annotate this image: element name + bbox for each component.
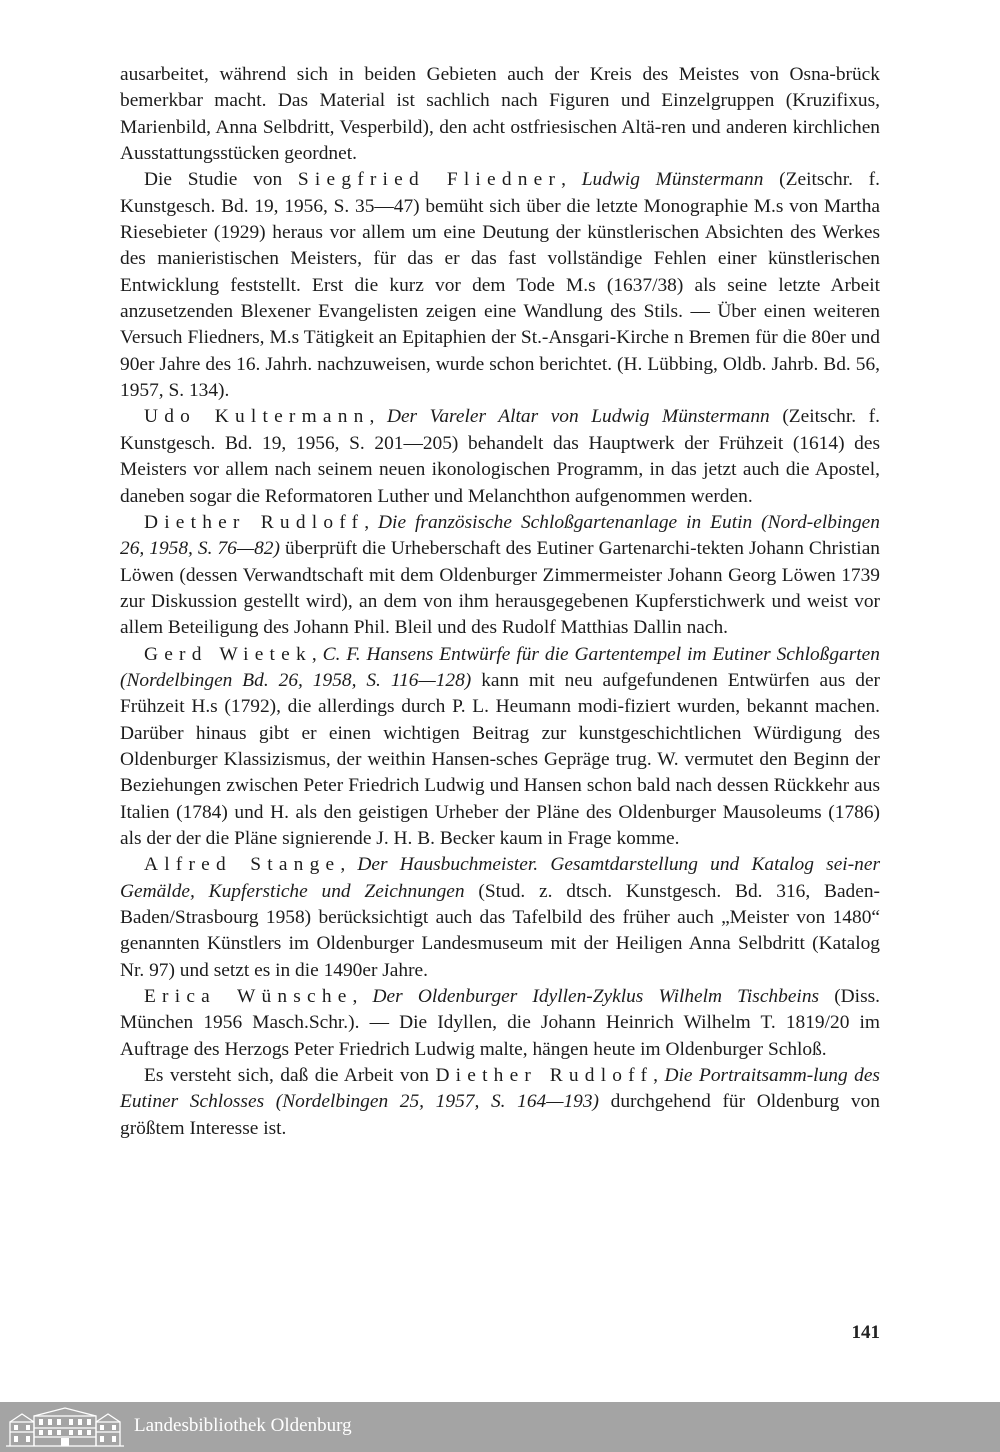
paragraph (120, 984, 880, 1063)
author-name: Erica Wünsche (144, 986, 353, 1008)
work-title: Die Portraitsamm-lung des Eutiner Schlosses (Nordelbingen 25, 1957, S. 164—193) (120, 1065, 880, 1113)
paragraph (120, 852, 880, 984)
work-title: Der Hausbuchmeister. Gesamtdarstellung und Katalog sei-ner Gemälde, Kupferstiche und Zeichnungen (120, 854, 881, 902)
author-name: Udo Kultermann (144, 406, 370, 428)
work-title: Die französische Schloßgartenanlage in Eutin (Nord-elbingen 26, 1958, S. 76—82) (120, 511, 880, 560)
paragraph-lead: Es versteht sich, daß die Arbeit von (144, 1065, 436, 1087)
author-name: Siegfried Fliedner (297, 169, 562, 191)
work-title: Ludwig Münstermann (581, 169, 764, 191)
author-name: Diether Rudloff (144, 511, 365, 533)
footer-label: Landesbibliothek Oldenburg (134, 1415, 352, 1436)
author-name: Diether Rudloff (435, 1065, 654, 1087)
paragraph (120, 510, 880, 642)
author-separator: , (653, 1065, 665, 1087)
author-separator: , (352, 986, 373, 1008)
work-title: C. F. Hansens Entwürfe für die Gartentempel im Eutiner Schloßgarten (Nordelbingen Bd. 26, 1958, S. 116—128) (120, 643, 880, 691)
author-separator: , (311, 643, 323, 665)
paragraph-text: (Zeitschr. f. Kunstgesch. Bd. 19, 1956, S. 35—47) bemüht sich über die letzte Monographie M.s von Martha Riesebieter (1929) heraus vor allem um eine Deutung der künstlerischen Absichten des Werkes des manieristischen Meisters, für das er das fast vollständige Fehlen einer künstlerischen Entwicklung feststellt. Erst die kurz vor dem Tode M.s (1637/38) als seine letzte Arbeit anzusetzenden Blexener Evangelisten zeigen eine Wandlung des Stils. — Über einen weiteren Versuch Fliedners, M.s Tätigkeit an Epitaphien der St.-Ansgari-Kirche n Bremen für die 80er und 90er Jahre des 16. Jahrh. nachzuweisen, wurde schon berichtet. (H. Lübbing, Oldb. Jahrb. Bd. 56, 1957, S. 134). (120, 169, 880, 402)
paragraph-text: kann mit neu aufgefundenen Entwürfen aus der Frühzeit H.s (1792), die allerdings durch P. L. Heumann modi-fiziert wurden, bekannt machen. Darüber hinaus gibt er einen wichtigen Beitrag zur kunstgeschichtlichen Würdigung des Oldenburger Klassizismus, der weithin Hansen-sches Gepräge trug. W. vermutet den Beginn der Beziehungen zwischen Peter Friedrich Ludwig und Hansen schon bald nach dessen Rückkehr aus Italien (1784) und H. als den geistigen Urheber der Pläne des Oldenburger Mausoleums (1786) als der der die Pläne signierende J. H. B. Becker kaum in Frage komme. (120, 669, 881, 849)
footer-bar (0, 1402, 1000, 1452)
paragraph-text: durchgehend für Oldenburg von größtem Interesse ist. (120, 1091, 881, 1139)
author-name: Gerd Wietek (144, 643, 312, 665)
author-separator: , (561, 169, 582, 191)
work-title: Der Oldenburger Idyllen-Zyklus Wilhelm Tischbeins (372, 986, 820, 1008)
library-building-icon (4, 1406, 126, 1448)
paragraph-lead: Die Studie von (144, 169, 298, 191)
author-separator: , (340, 854, 358, 876)
paragraph-text: (Zeitschr. f. Kunstgesch. Bd. 19, 1956, S. 201—205) behandelt das Hauptwerk der Frühzeit (1614) des Meisters vor allem nach seinem neuen ikonologischen Programm, in das jetzt auch die Apostel, daneben sogar die Reformatoren Luther und Melanchthon aufgenommen werden. (120, 406, 880, 507)
paragraph (120, 62, 880, 167)
paragraph (120, 1063, 880, 1142)
author-separator: , (369, 406, 387, 428)
page-body (120, 62, 880, 1142)
author-name: Alfred Stange (144, 854, 341, 876)
paragraph (120, 167, 880, 404)
work-title: Der Vareler Altar von Ludwig Münstermann (386, 406, 770, 428)
page-number: 141 (851, 1322, 880, 1343)
paragraph (120, 642, 880, 853)
author-separator: , (364, 511, 379, 533)
paragraph-text: (Stud. z. dtsch. Kunstgesch. Bd. 316, Baden-Baden/Strasbourg 1958) berücksichtigt auch das Tafelbild des früher auch „Meister von 1480“ genannten Künstlers im Oldenburger Landesmuseum mit der Heiligen Anna Selbdritt (Katalog Nr. 97) und setzt es in die 1490er Jahre. (120, 880, 881, 981)
paragraph-text: (Diss. München 1956 Masch.Schr.). — Die Idyllen, die Johann Heinrich Wilhelm T. 1819/20 im Auftrage des Herzogs Peter Friedrich Ludwig malte, hängen heute im Oldenburger Schloß. (120, 986, 881, 1060)
paragraph (120, 404, 880, 509)
paragraph-text: überprüft die Urheberschaft des Eutiner Gartenarchi-tekten Johann Christian Löwen (dessen Verwandtschaft mit dem Oldenburger Zimmermeister Johann Georg Löwen 1739 zur Diskussion gestellt wird), an dem von ihm herausgegebenen Kupferstichwerk und weist vor allem Beteiligung des Johann Phil. Bleil und des Rudolf Matthias Dallin nach. (120, 538, 881, 639)
paragraph-text: ausarbeitet, während sich in beiden Gebieten auch der Kreis des Meistes von Osna-brück bemerkbar macht. Das Material ist sachlich nach Figuren und Einzelgruppen (Kruzifixus, Marienbild, Anna Selbdritt, Vesperbild), den acht ostfriesischen Altä-ren und anderen kirchlichen Ausstattungsstücken geordnet. (120, 64, 880, 165)
